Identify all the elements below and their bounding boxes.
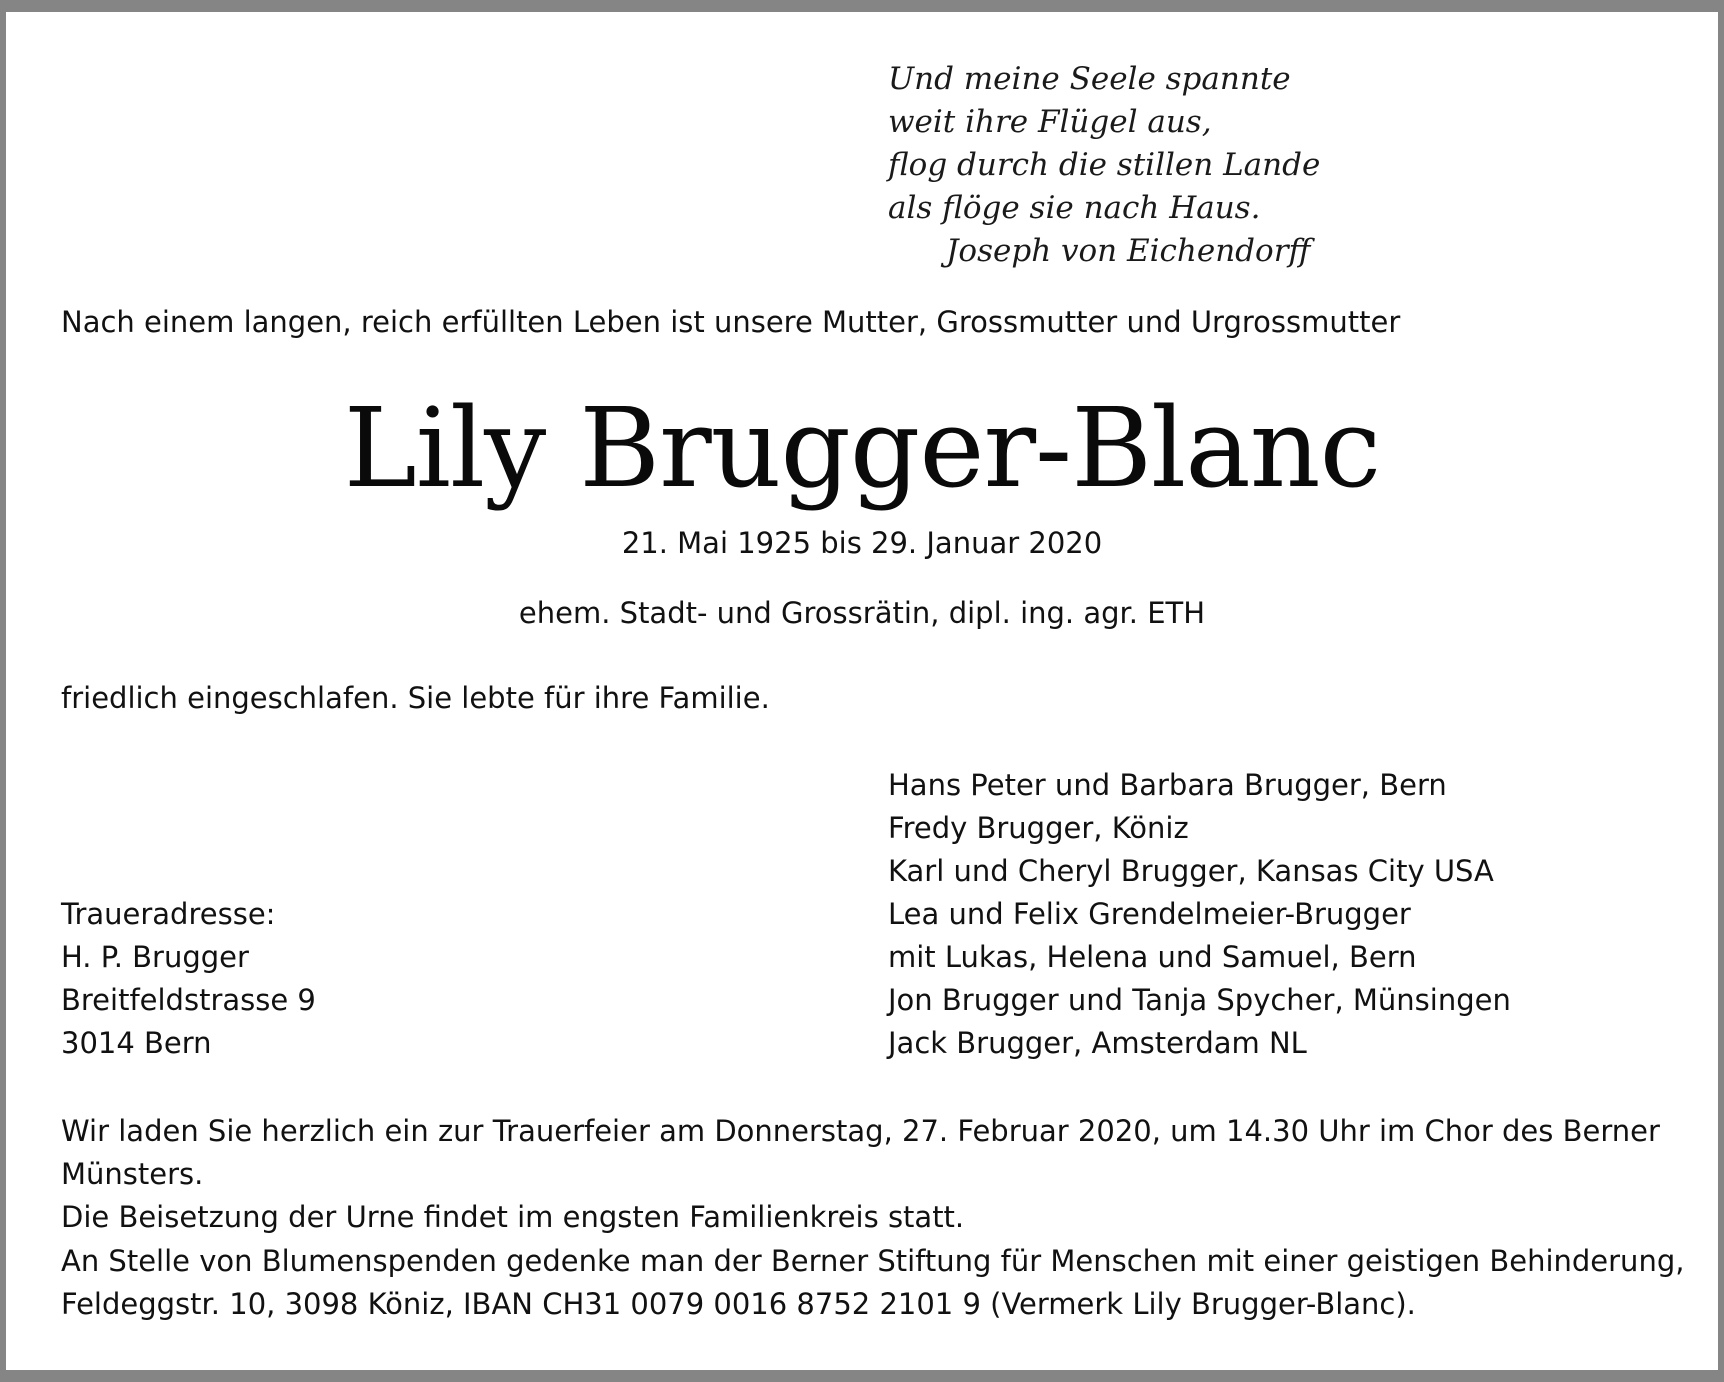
family-member: Jack Brugger, Amsterdam NL bbox=[888, 1026, 1307, 1060]
poem bbox=[888, 58, 1320, 273]
ceremony-line: Die Beisetzung der Urne findet im engsten Familienkreis statt. bbox=[61, 1200, 965, 1234]
poem-line: weit ihre Flügel aus, bbox=[888, 104, 1212, 140]
ceremony-line: Münsters. bbox=[61, 1157, 204, 1191]
family-member: Jon Brugger und Tanja Spycher, Münsingen bbox=[888, 983, 1511, 1017]
family-member: mit Lukas, Helena und Samuel, Bern bbox=[888, 940, 1417, 974]
ceremony-line: Wir laden Sie herzlich ein zur Trauerfeier am Donnerstag, 27. Februar 2020, um 14.30 Uhr im Chor des Berner bbox=[61, 1114, 1660, 1148]
family-member: Fredy Brugger, Köniz bbox=[888, 811, 1189, 845]
family-member: Karl und Cheryl Brugger, Kansas City USA bbox=[888, 854, 1494, 888]
poem-author: Joseph von Eichendorff bbox=[946, 233, 1311, 269]
deceased-name: Lily Brugger-Blanc bbox=[343, 384, 1381, 512]
address-line: Breitfeldstrasse 9 bbox=[61, 983, 316, 1017]
address-label: Traueradresse: bbox=[61, 897, 276, 931]
ceremony-info bbox=[61, 1110, 1660, 1239]
donation-line: An Stelle von Blumenspenden gedenke man der Berner Stiftung für Menschen mit einer geistigen Behinderung, bbox=[61, 1244, 1685, 1278]
poem-line: Und meine Seele spannte bbox=[888, 61, 1291, 97]
address-line: H. P. Brugger bbox=[61, 940, 249, 974]
donation-info bbox=[61, 1240, 1684, 1326]
mourning-address bbox=[61, 893, 316, 1065]
intro-text: Nach einem langen, reich erfüllten Leben ist unsere Mutter, Grossmutter und Urgrossmutter bbox=[61, 305, 1401, 339]
closing-text: friedlich eingeschlafen. Sie lebte für ihre Familie. bbox=[61, 681, 770, 715]
family-member: Hans Peter und Barbara Brugger, Bern bbox=[888, 768, 1447, 802]
deceased-title: ehem. Stadt- und Grossrätin, dipl. ing. agr. ETH bbox=[518, 596, 1206, 630]
obituary-card bbox=[6, 12, 1718, 1370]
family-member: Lea und Felix Grendelmeier-Brugger bbox=[888, 897, 1411, 931]
family-list bbox=[888, 764, 1511, 1065]
poem-line: als flöge sie nach Haus. bbox=[888, 190, 1261, 226]
donation-line: Feldeggstr. 10, 3098 Köniz, IBAN CH31 0079 0016 8752 2101 9 (Vermerk Lily Brugger-Blanc). bbox=[61, 1287, 1416, 1321]
address-line: 3014 Bern bbox=[61, 1026, 212, 1060]
poem-line: flog durch die stillen Lande bbox=[888, 147, 1321, 183]
life-dates: 21. Mai 1925 bis 29. Januar 2020 bbox=[621, 526, 1103, 560]
